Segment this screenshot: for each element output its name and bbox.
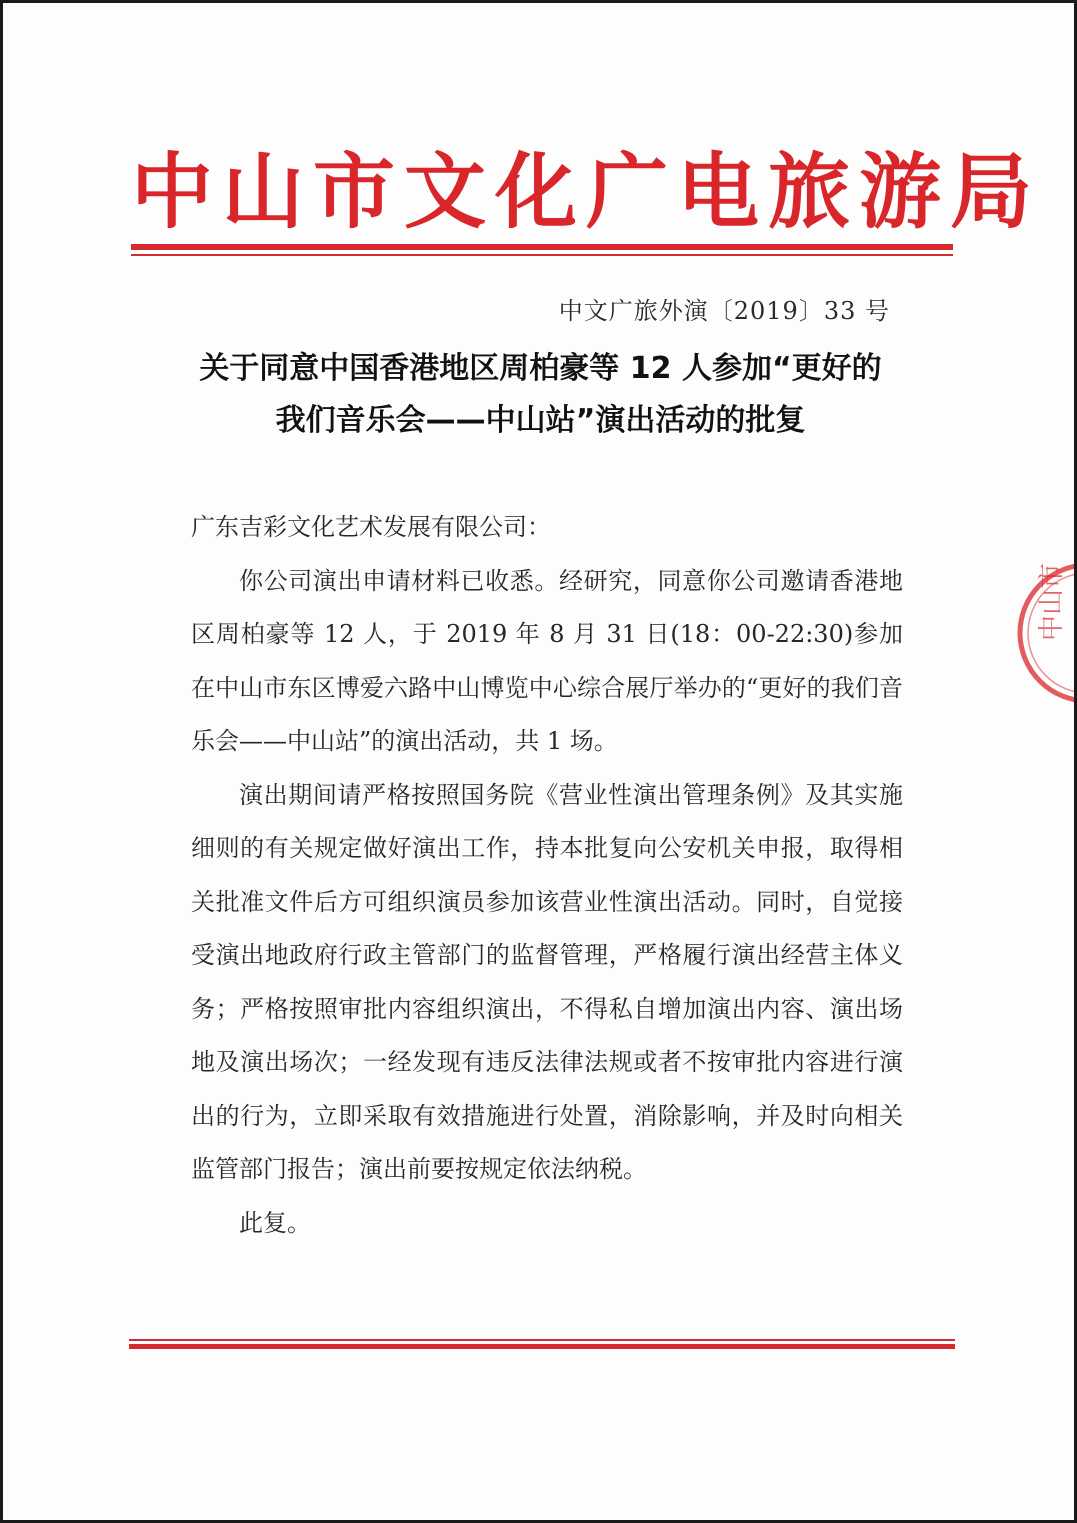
document-title-line-2: 我们音乐会——中山站”演出活动的批复 xyxy=(275,403,806,438)
document-title xyxy=(153,343,928,447)
official-seal-icon xyxy=(1013,558,1077,708)
closing: 此复。 xyxy=(239,1208,311,1237)
body-paragraph-1: 你公司演出申请材料已收悉。经研究，同意你公司邀请香港地区周柏豪等 12 人，于 2019 年 8 月 31 日(18：00-22:30)参加在中山市东区博爱六路中山博览中心综合展厅举办的“更好的我们音乐会——中山站”的演出活动，共 1 场。 xyxy=(191,566,903,755)
document-body xyxy=(191,501,903,1250)
letterhead-rule-thick xyxy=(131,244,953,250)
salutation: 广东吉彩文化艺术发展有限公司： xyxy=(191,513,551,541)
footer-rule-thin xyxy=(129,1339,955,1341)
footer-rule-thick xyxy=(129,1344,955,1349)
body-paragraph-2: 演出期间请严格按照国务院《营业性演出管理条例》及其实施细则的有关规定做好演出工作，持本批复向公安机关申报，取得相关批准文件后方可组织演员参加该营业性演出活动。同时，自觉接受演出地政府行政主管部门的监督管理，严格履行演出经营主体义务；严格按照审批内容组织演出，不得私自增加演出内容、演出场地及演出场次；一经发现有违反法律法规或者不按审批内容进行演出的行为，立即采取有效措施进行处置，消除影响，并及时向相关监管部门报告；演出前要按规定依法纳税。 xyxy=(191,780,903,1183)
document-title-line-1: 关于同意中国香港地区周柏豪等 12 人参加“更好的 xyxy=(199,351,882,386)
letterhead-title: 中山市文化广电旅游局 xyxy=(131,145,1042,240)
document-number: 中文广旅外演〔2019〕33 号 xyxy=(558,297,890,325)
letterhead-rule-thin xyxy=(131,254,953,256)
seal-text: 中山市 xyxy=(1037,562,1067,641)
